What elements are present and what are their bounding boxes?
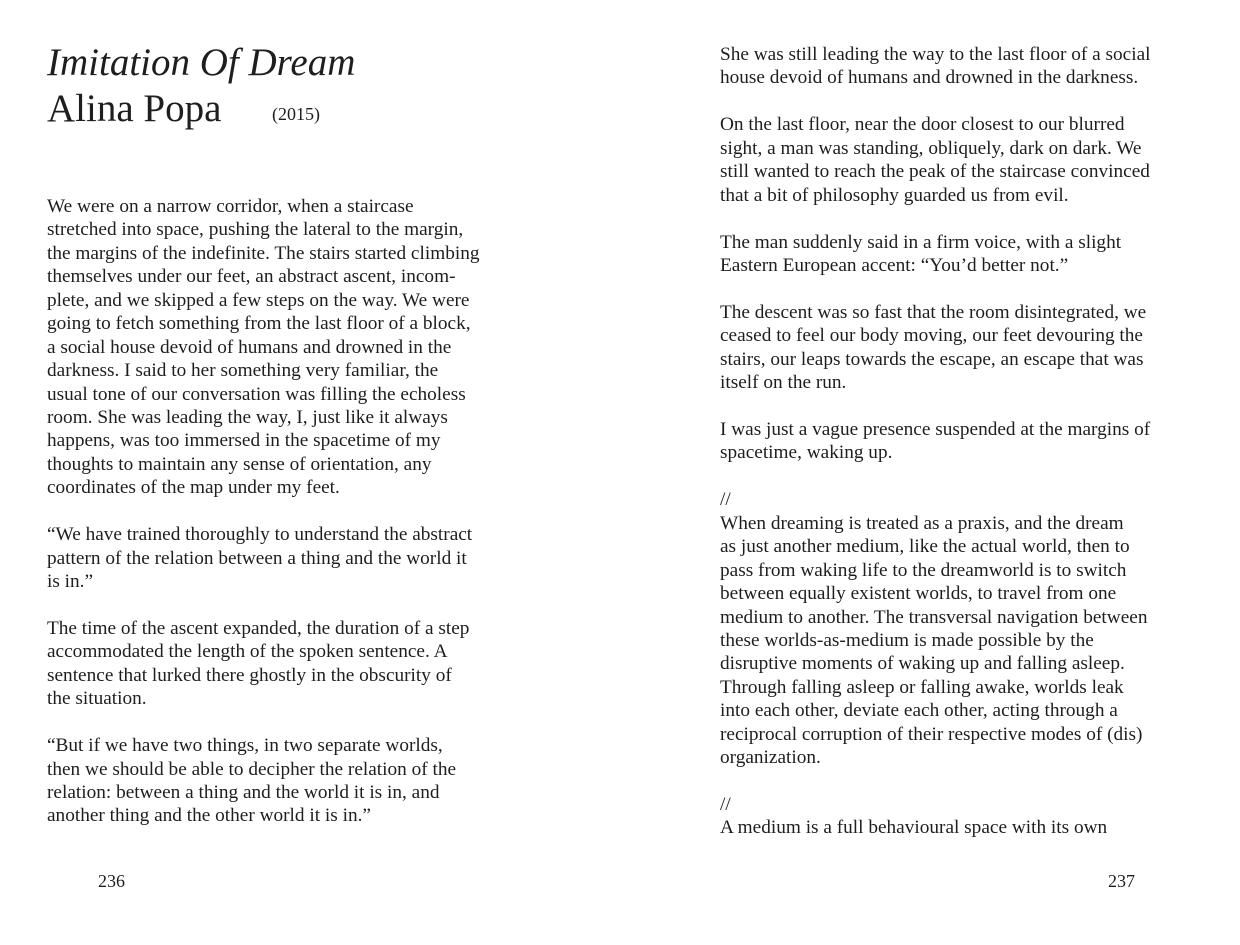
text-line: relation: between a thing and the world it is in, and (47, 781, 440, 803)
text-line: accommodated the length of the spoken sentence. A (47, 641, 448, 663)
text-line: happens, was too immersed in the spacetime of my (47, 430, 441, 452)
paragraph (47, 617, 479, 711)
text-line: “But if we have two things, in two separate worlds, (47, 735, 443, 757)
paragraph (720, 113, 1151, 207)
paragraph (47, 734, 479, 828)
page-number: 236 (98, 871, 125, 891)
text-line: The man suddenly said in a firm voice, with a slight (720, 231, 1122, 253)
paragraph (720, 301, 1151, 395)
text-line: house devoid of humans and drowned in the darkness. (720, 67, 1139, 89)
paragraph (720, 418, 1151, 465)
text-line: the margins of the indefinite. The stairs started climbing (47, 242, 480, 264)
text-line: coordinates of the map under my feet. (47, 477, 340, 499)
text-line: a social house devoid of humans and drowned in the (47, 336, 452, 358)
page-number: 237 (1108, 871, 1135, 891)
text-line: We were on a narrow corridor, when a staircase (47, 196, 414, 217)
paragraph (720, 43, 1151, 90)
text-line: is in.” (47, 571, 94, 592)
text-line: spacetime, waking up. (720, 442, 893, 464)
text-line: room. She was leading the way, I, just like it always (47, 406, 448, 428)
text-line: thoughts to maintain any sense of orientation, any (47, 453, 432, 475)
text-line: stretched into space, pushing the lateral to the margin, (47, 219, 464, 241)
text-line: another thing and the other world it is in.” (47, 805, 371, 827)
publication-year: (2015) (272, 104, 320, 124)
right-page (620, 0, 1240, 945)
text-line: medium to another. The transversal navigation between (720, 606, 1148, 628)
text-line: The descent was so fast that the room disintegrated, we (720, 301, 1147, 323)
paragraph (720, 231, 1151, 278)
text-line: I was just a vague presence suspended at the margins of (720, 419, 1151, 440)
text-line: ceased to feel our body moving, our feet devouring the (720, 325, 1143, 347)
text-line: still wanted to reach the peak of the staircase convinced (720, 161, 1150, 183)
text-line: A medium is a full behavioural space with its own (720, 817, 1108, 839)
author-name: Alina Popa (47, 87, 222, 130)
body-text (720, 43, 1151, 863)
text-line: // (720, 489, 731, 511)
text-line: Eastern European accent: “You’d better not.” (720, 254, 1069, 276)
text-line: as just another medium, like the actual world, then to (720, 536, 1130, 558)
text-line: organization. (720, 747, 821, 769)
text-line: the situation. (47, 688, 147, 710)
text-line: She was still leading the way to the last floor of a social (720, 44, 1151, 65)
text-line: usual tone of our conversation was filling the echoless (47, 383, 466, 405)
text-line: // (720, 794, 731, 815)
text-line: reciprocal corruption of their respective modes of (dis) (720, 723, 1143, 745)
text-line: going to fetch something from the last floor of a block, (47, 313, 471, 335)
text-line: between equally existent worlds, to travel from one (720, 583, 1117, 605)
text-line: “We have trained thoroughly to understand the abstract (47, 524, 473, 546)
text-line: into each other, deviate each other, acting through a (720, 700, 1118, 722)
text-line: disruptive moments of waking up and falling asleep. (720, 653, 1125, 675)
text-line: pass from waking life to the dreamworld is to switch (720, 559, 1127, 581)
text-line: these worlds-as-medium is made possible by the (720, 629, 1094, 651)
text-line: darkness. I said to her something very familiar, the (47, 360, 439, 382)
text-line: When dreaming is treated as a praxis, and the dream (720, 512, 1124, 534)
text-line: itself on the run. (720, 372, 847, 394)
text-line: themselves under our feet, an abstract ascent, incom- (47, 266, 456, 288)
text-line: that a bit of philosophy guarded us from evil. (720, 184, 1069, 206)
text-line: sentence that lurked there ghostly in the obscurity of (47, 664, 452, 686)
text-line: then we should be able to decipher the relation of the (47, 758, 457, 780)
text-line: On the last floor, near the door closest to our blurred (720, 114, 1125, 136)
paragraph (720, 488, 1151, 769)
body-text (47, 195, 479, 851)
paragraph (47, 523, 479, 593)
text-line: Through falling asleep or falling awake, worlds leak (720, 676, 1124, 698)
paragraph (47, 195, 479, 500)
text-line: pattern of the relation between a thing and the world it (47, 547, 467, 569)
text-line: The time of the ascent expanded, the duration of a step (47, 617, 470, 639)
text-line: sight, a man was standing, obliquely, dark on dark. We (720, 137, 1142, 159)
paragraph (720, 793, 1151, 840)
essay-title: Imitation Of Dream (47, 41, 356, 84)
text-line: stairs, our leaps towards the escape, an escape that was (720, 348, 1144, 370)
text-line: plete, and we skipped a few steps on the way. We were (47, 289, 470, 311)
